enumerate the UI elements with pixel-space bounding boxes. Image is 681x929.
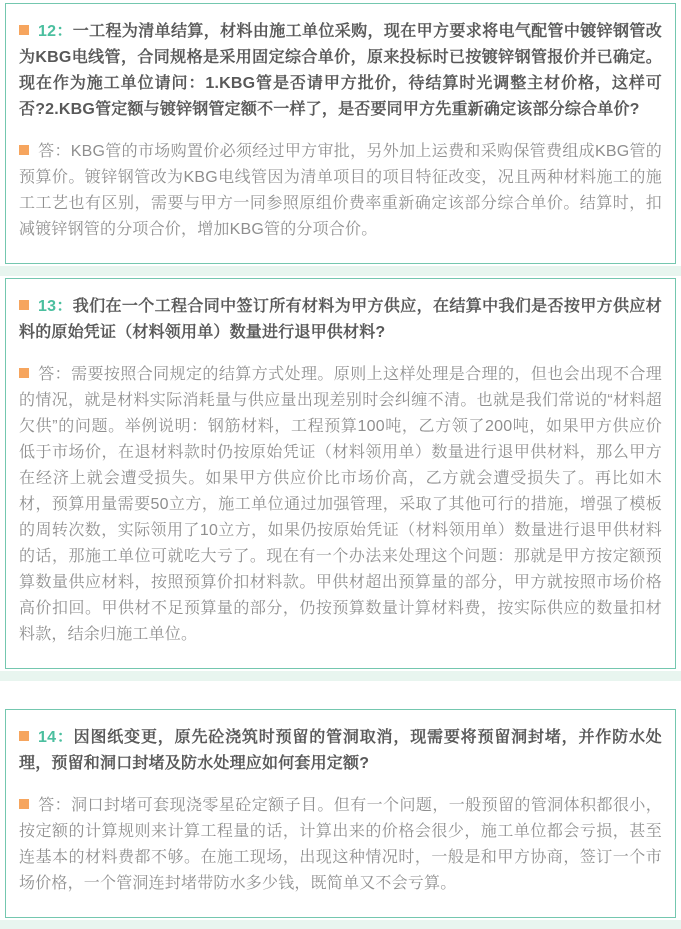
bottom-divider — [0, 920, 681, 929]
question-paragraph — [19, 294, 662, 346]
square-bullet-icon — [19, 25, 29, 35]
square-bullet-icon — [19, 300, 29, 310]
qa-card-12 — [5, 3, 676, 264]
question-paragraph — [19, 725, 662, 777]
question-text: 因图纸变更，原先砼浇筑时预留的管洞取消，现需要将预留洞封堵，并作防水处理，预留和洞口封堵及防水处理应如何套用定额? — [19, 729, 662, 772]
section-divider — [0, 671, 681, 681]
qa-card-14 — [5, 709, 676, 918]
question-number: 12： — [38, 23, 73, 40]
answer-text: KBG管的市场购置价必须经过甲方审批，另外加上运费和采购保管费组成KBG管的预算价。镀锌钢管改为KBG电线管因为清单项目的项目特征改变，况且两种材料施工的施工工艺也有区别，需要与甲方一同参照原组价费率重新确定该部分综合单价。结算时，扣减镀锌钢管的分项合价，增加KBG管的分项合价。 — [19, 143, 662, 238]
answer-label: 答： — [38, 143, 71, 160]
section-divider — [0, 266, 681, 276]
answer-text: 需要按照合同规定的结算方式处理。原则上这样处理是合理的，但也会出现不合理的情况，就是材料实际消耗量与供应量出现差别时会纠缠不清。也就是我们常说的“材料超欠供”的问题。举例说明：钢筋材料，工程预算100吨，乙方领了200吨，如果甲方供应价低于市场价，在退材料款时仍按原始凭证（材料领用单）数量进行退甲供材料，那么甲方在经济上就会遭受损失。如果甲方供应价比市场价高，乙方就会遭受损失了。再比如木材，预算用量需要50立方，施工单位通过加强管理，采取了其他可行的措施，增强了模板的周转次数，实际领用了10立方，如果仍按原始凭证（材料领用单）数量进行退甲供材料的话，那施工单位可就吃大亏了。现在有一个办法来处理这个问题：那就是甲方按定额预算数量供应材料，按照预算价扣材料款。甲供材超出预算量的部分，甲方就按照市场价格高价扣回。甲供材不足预算量的部分，仍按预算数量计算材料费，按实际供应的数量扣材料款，结余归施工单位。 — [19, 366, 662, 643]
answer-label: 答： — [38, 797, 72, 814]
answer-paragraph — [19, 793, 662, 897]
question-paragraph — [19, 19, 662, 123]
qa-card-13 — [5, 278, 676, 669]
square-bullet-icon — [19, 368, 29, 378]
question-text: 一工程为清单结算，材料由施工单位采购，现在甲方要求将电气配管中镀锌钢管改为KBG电线管，合同规格是采用固定综合单价，原来投标时已按镀锌钢管报价并已确定。现在作为施工单位请问：1.KBG管是否请甲方批价，待结算时光调整主材价格，这样可否?2.KBG管定额与镀锌钢管定额不一样了，是否要同甲方先重新确定该部分综合单价? — [19, 23, 662, 118]
answer-paragraph — [19, 139, 662, 243]
answer-paragraph — [19, 362, 662, 648]
square-bullet-icon — [19, 799, 29, 809]
question-text: 我们在一个工程合同中签订所有材料为甲方供应，在结算中我们是否按甲方供应材料的原始凭证（材料领用单）数量进行退甲供材料? — [19, 298, 662, 341]
answer-text: 洞口封堵可套现浇零星砼定额子目。但有一个问题，一般预留的管洞体积都很小，按定额的计算规则来计算工程量的话，计算出来的价格会很少，施工单位都会亏损，甚至连基本的材料费都不够。在施工现场，出现这种情况时，一般是和甲方协商，签订一个市场价格，一个管洞连封堵带防水多少钱，既简单又不会亏算。 — [19, 797, 662, 892]
question-number: 14： — [38, 729, 74, 746]
square-bullet-icon — [19, 145, 29, 155]
answer-label: 答： — [38, 366, 72, 383]
question-number: 13： — [38, 298, 73, 315]
square-bullet-icon — [19, 731, 29, 741]
section-spacer — [0, 683, 681, 709]
